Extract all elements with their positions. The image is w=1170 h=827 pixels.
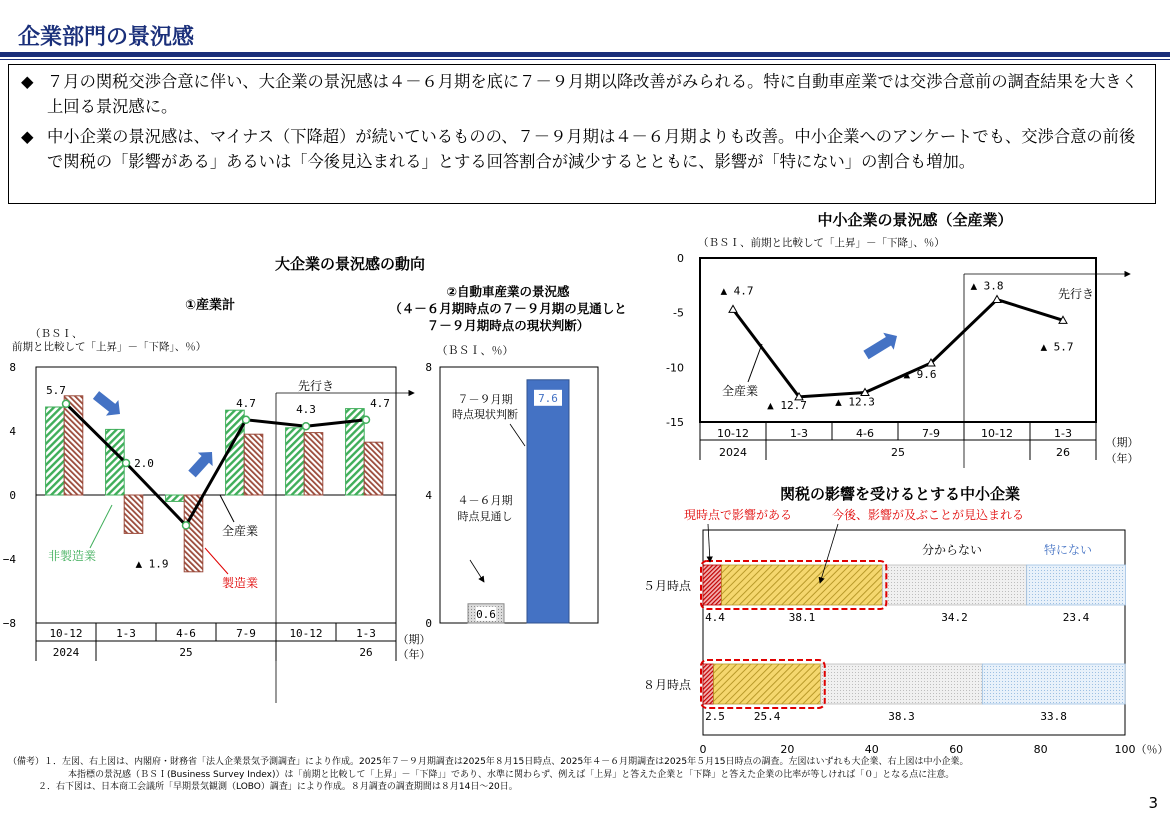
notes — [8, 756, 1168, 794]
sme-data-label: ▲ 9.6 — [903, 367, 937, 381]
large-xtick-label: 1-3 — [116, 627, 136, 640]
legend-all-industries: 全産業 — [222, 524, 259, 538]
trend-arrow-icon — [93, 391, 120, 416]
sme-xtick-label: 1-3 — [1054, 427, 1072, 440]
large-year-label: 25 — [179, 646, 193, 659]
large-xtick-label: 10-12 — [49, 627, 83, 640]
sme-period-label: （期） — [1105, 436, 1139, 449]
leader-nonmanufacturing — [90, 505, 112, 548]
sme-xtick-label: 10-12 — [717, 427, 749, 440]
bar-manufacturing — [124, 495, 143, 533]
point-all-industries — [63, 400, 70, 407]
tariff-bar-segment — [714, 664, 821, 704]
bar-manufacturing — [184, 495, 203, 572]
point-all-industries — [243, 416, 250, 423]
tariff-xtick-label: 80 — [1033, 743, 1048, 756]
tariff-row-label: ８月時点 — [642, 678, 691, 692]
bar-nonmanufacturing — [286, 428, 305, 495]
bar-nonmanufacturing — [166, 495, 185, 501]
diamond-bullet-icon: ◆ — [21, 72, 34, 91]
sme-year-unit: （年） — [1105, 452, 1139, 465]
bar-auto-actual — [527, 380, 569, 623]
large-data-label: 5.7 — [46, 383, 66, 397]
tariff-label-now: 現時点で影響がある — [683, 508, 793, 522]
large-ytick-label: −4 — [2, 553, 16, 566]
sme-data-label: ▲ 5.7 — [1040, 340, 1074, 354]
sme-year-label: 25 — [891, 446, 905, 459]
sme-chart — [666, 252, 1138, 468]
sme-ytick-label: -15 — [666, 416, 684, 429]
sme-xtick-label: 7-9 — [922, 427, 940, 440]
tariff-chart — [643, 507, 1169, 756]
tariff-value-label: 2.5 — [705, 710, 725, 723]
auto-title-line1: ②自動車産業の景況感 — [446, 284, 570, 299]
auto-chart — [425, 361, 598, 630]
tariff-value-label: 33.8 — [1040, 710, 1067, 723]
sme-legend-all-industries: 全産業 — [722, 384, 759, 398]
tariff-label-future: 今後、影響が及ぶことが見込まれる — [831, 508, 1025, 522]
tariff-bar-segment — [1027, 565, 1126, 605]
point-all-industries — [123, 460, 130, 467]
sme-data-label: ▲ 4.7 — [720, 284, 754, 298]
auto-forecast-caption-2: 時点見通し — [457, 510, 513, 523]
tariff-xtick-label: 100 — [1114, 743, 1136, 756]
sme-xtick-label: 1-3 — [790, 427, 808, 440]
sme-heading: 中小企業の景況感（全産業） — [817, 211, 1013, 229]
large-ytick-label: 8 — [9, 361, 16, 374]
tariff-label-none: 特にない — [1043, 543, 1093, 557]
tariff-label-unknown: 分からない — [921, 543, 983, 557]
auto-title-line2: （４－６月期時点の７－９月期の見通しと — [389, 301, 627, 316]
sme-line-all-industries — [733, 300, 1063, 397]
large-forecast-label: 先行き — [297, 379, 335, 393]
sme-xtick-label: 4-6 — [856, 427, 874, 440]
large-period-label: （期） — [397, 633, 431, 646]
large-data-label: ▲ 1.9 — [135, 557, 169, 571]
tariff-xtick-label: 60 — [949, 743, 964, 756]
large-xtick-label: 10-12 — [289, 627, 323, 640]
auto-unit: （ＢＳＩ、％） — [436, 344, 514, 357]
auto-actual-value: 7.6 — [538, 391, 558, 405]
page-number: 3 — [1148, 794, 1158, 812]
auto-forecast-caption-1: ４－６月期 — [457, 494, 513, 507]
leader-manufacturing — [205, 548, 228, 574]
tariff-bar-segment — [982, 664, 1125, 704]
tariff-value-label: 38.1 — [788, 611, 816, 624]
note-1: （備考）１．左図、右上図は、内閣府・財務省「法人企業景気予測調査」により作成。2025年７－９月期調査は2025年８月15日時点、2025年４－６月期調査は2025年５月15日時点の調査。左図はいずれも大企業、右上図は中小企業。 — [8, 757, 969, 767]
auto-title-line3: ７－９月期時点の現状判断） — [426, 318, 590, 333]
tariff-bar-segment — [821, 664, 983, 704]
sme-data-label: ▲ 3.8 — [970, 279, 1004, 293]
note-2: ２．右下図は、日本商工会議所「早期景気観測（LOBO）調査」により作成。８月調査の調査期間は８月14日～20日。 — [38, 782, 518, 792]
point-all-industries — [363, 416, 370, 423]
large-xtick-label: 4-6 — [176, 627, 196, 640]
large-ytick-label: 0 — [9, 489, 16, 502]
large-ytick-label: −8 — [2, 617, 16, 630]
tariff-value-label: 4.4 — [705, 611, 725, 624]
large-unit-line1: （ＢＳＩ、 — [30, 328, 83, 340]
auto-forecast-value: 0.6 — [476, 607, 496, 621]
sme-forecast-label: 先行き — [1057, 287, 1095, 301]
leader-all-industries — [220, 495, 234, 522]
tariff-bar-segment — [703, 565, 722, 605]
auto-ytick-label: 0 — [425, 617, 432, 630]
point-all-industries — [303, 423, 310, 430]
tariff-bar-segment — [722, 565, 883, 605]
tariff-value-label: 23.4 — [1062, 611, 1090, 624]
note-1b: 本指標の景況感（ＢＳＩ(Business Survey Index)）は「前期と比較して「上昇」－「下降」」であり、水準に関わらず、例えば「上昇」と答えた企業と「下降」と答えた企業の比率が等しければ「０」となる点に注意。 — [68, 769, 955, 780]
tariff-bar-segment — [703, 664, 714, 704]
bar-nonmanufacturing — [46, 407, 65, 495]
large-data-label: 4.7 — [370, 396, 390, 410]
sme-data-label: ▲ 12.3 — [835, 395, 875, 409]
sme-ytick-label: 0 — [677, 252, 684, 265]
auto-actual-caption-1: ７－９月期 — [457, 393, 513, 406]
large-ytick-label: 4 — [9, 425, 16, 438]
tariff-value-label: 34.2 — [941, 611, 968, 624]
tariff-pct-unit: （％） — [1135, 743, 1169, 756]
page-title: 企業部門の景況感 — [18, 25, 195, 50]
large-xtick-label: 1-3 — [356, 627, 376, 640]
trend-arrow-icon — [188, 452, 212, 477]
sme-plot-frame — [700, 258, 1096, 422]
auto-actual-leader — [510, 424, 525, 446]
large-heading: 大企業の景況感の動向 — [274, 255, 426, 273]
tariff-xtick-label: 20 — [780, 743, 795, 756]
large-xtick-label: 7-9 — [236, 627, 256, 640]
large-year-label: 26 — [359, 646, 373, 659]
sme-xtick-label: 10-12 — [981, 427, 1013, 440]
auto-actual-caption-2: 時点現状判断 — [452, 408, 518, 421]
sme-unit: （ＢＳＩ、前期と比較して「上昇」－「下降」、％） — [698, 237, 945, 249]
tariff-value-label: 25.4 — [753, 710, 781, 723]
sme-leader-all-industries — [748, 344, 762, 382]
tariff-heading: 関税の影響を受けるとする中小企業 — [779, 485, 1021, 503]
large-year-label: 2024 — [52, 646, 80, 659]
sme-year-label: 26 — [1056, 446, 1070, 459]
bar-manufacturing — [304, 433, 323, 495]
tariff-row-label: ５月時点 — [642, 579, 691, 593]
bar-nonmanufacturing — [106, 429, 125, 495]
tariff-xtick-label: 0 — [699, 743, 707, 756]
summary-text-2: 中小企業の景況感は、マイナス（下降超）が続いているものの、７－９月期は４－６月期よりも改善。中小企業へのアンケートでも、交渉合意の前後で関税の「影響がある」あるいは「今後見込まれる」とする回答割合が減少するとともに、影響が「特にない」の割合も増加。 — [47, 127, 1136, 171]
sme-ytick-label: -5 — [673, 306, 684, 320]
large-unit-line2: 前期と比較して「上昇」－「下降」、％） — [12, 341, 207, 353]
auto-ytick-label: 8 — [425, 361, 432, 374]
diamond-bullet-icon: ◆ — [21, 127, 34, 146]
sme-data-label: ▲ 12.7 — [767, 398, 807, 412]
sme-year-label: 2024 — [719, 446, 747, 459]
sme-trend-arrow-icon — [863, 333, 897, 360]
tariff-value-label: 38.3 — [888, 710, 915, 723]
large-data-label: 2.0 — [134, 457, 154, 470]
tariff-xtick-label: 40 — [864, 743, 879, 756]
large-data-label: 4.7 — [236, 396, 256, 410]
large-year-unit: （年） — [397, 648, 431, 661]
bar-manufacturing — [244, 434, 263, 495]
bar-manufacturing — [364, 442, 383, 495]
large-sub1: ①産業計 — [184, 298, 236, 313]
large-chart — [3, 361, 431, 703]
tariff-bar-segment — [882, 565, 1026, 605]
summary-text-1: ７月の関税交渉合意に伴い、大企業の景況感は４－６月期を底に７－９月期以降改善がみられる。特に自動車産業では交渉合意前の調査結果を大きく上回る景況感に。 — [47, 72, 1138, 116]
legend-manufacturing: 製造業 — [222, 576, 259, 590]
legend-nonmanufacturing: 非製造業 — [48, 549, 97, 563]
auto-ytick-label: 4 — [425, 489, 432, 502]
sme-ytick-label: -10 — [666, 361, 684, 375]
large-data-label: 4.3 — [296, 403, 316, 417]
sme-point-triangle-icon — [729, 305, 737, 312]
point-all-industries — [183, 522, 190, 529]
auto-forecast-leader — [470, 560, 484, 582]
